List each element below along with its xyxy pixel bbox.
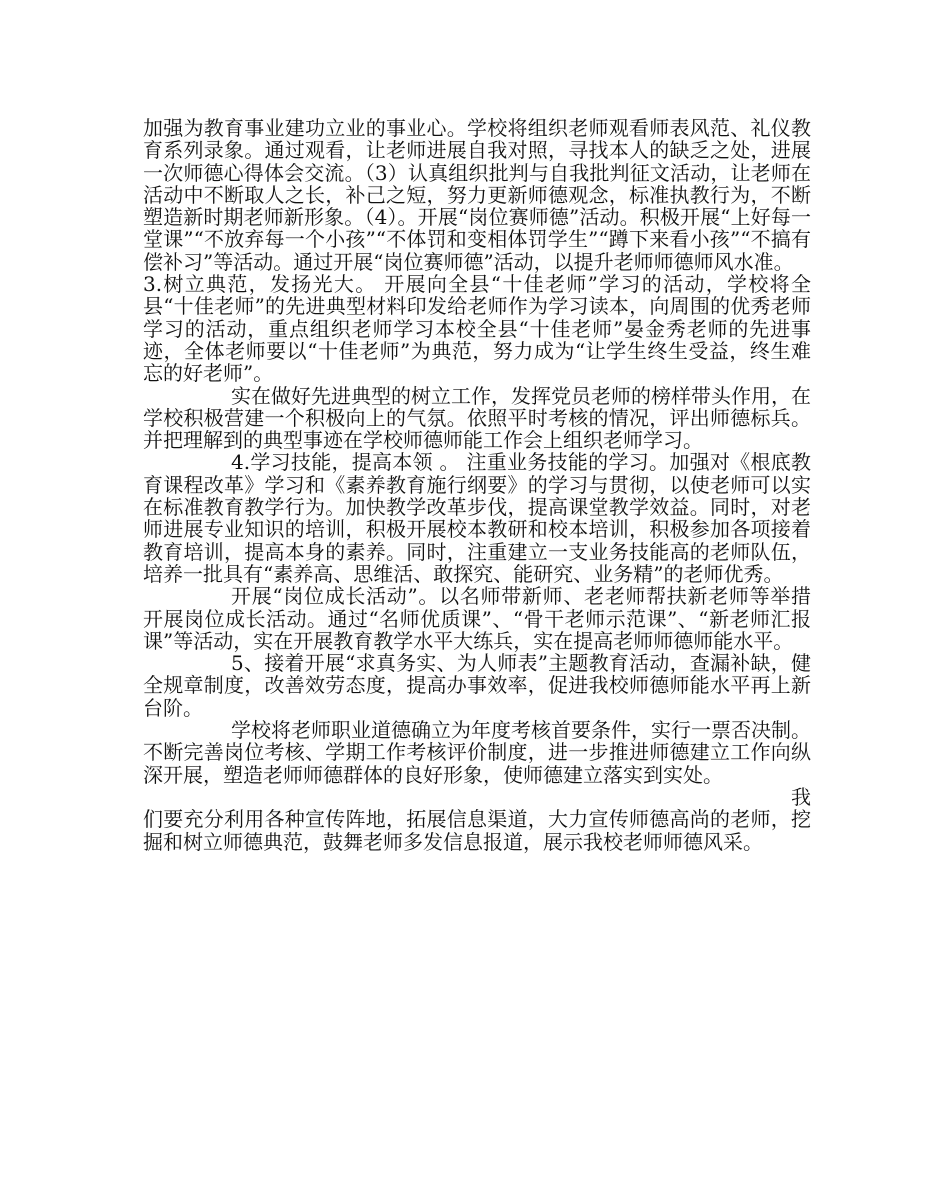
paragraph-7: 学校将老师职业道德确立为年度考核首要条件，实行一票否决制。不断完善岗位考核、学期工作考核评价制度，进一步推进师德建立工作向纵深开展，塑造老师师德群体的良好形象，使师德建立落实到实处。: [143, 718, 811, 787]
paragraph-1: 加强为教育事业建功立业的事业心。学校将组织老师观看师表风范、礼仪教育系列录象。通过观看，让老师进展自我对照，寻找本人的缺乏之处，进展一次师德心得体会交流。（3）认真组织批判与自我批判征文活动，让老师在活动中不断取人之长，补己之短，努力更新师德观念，标准执教行为，不断塑造新时期老师新形象。（4）。开展“岗位赛师德”活动。积极开展“上好每一堂课”“不放弃每一个小孩”“不体罚和变相体罚学生”“蹲下来看小孩”“不搞有偿补习”等活动。通过开展“岗位赛师德”活动，以提升老师师德师风水准。: [143, 116, 811, 274]
paragraph-6: 5、接着开展“求真务实、为人师表”主题教育活动，查漏补缺，健全规章制度，改善效劳态度，提高办事效率，促进我校师德师能水平再上新台阶。: [143, 651, 811, 720]
paragraph-8-continued: 们要充分利用各种宣传阵地，拓展信息渠道，大力宣传师德高尚的老师，挖掘和树立师德典范，鼓舞老师多发信息报道，展示我校老师师德风采。: [143, 807, 811, 854]
paragraph-4: 4.学习技能，提高本领 。 注重业务技能的学习。加强对《根底教育课程改革》学习和《素养教育施行纲要》的学习与贯彻，以使老师可以实在标准教育教学行为。加快教学改革步伐，提高课堂教学效益。同时，对老师进展专业知识的培训，积极开展校本教研和校本培训，积极参加各项接着教育培训，提高本身的素养。同时，注重建立一支业务技能高的老师队伍，培养一批具有“素养高、思维活、敢探究、能研究、业务精”的老师优秀。: [143, 450, 811, 586]
paragraph-8-start: 我: [791, 784, 811, 809]
paragraph-2: 3.树立典范，发扬光大。 开展向全县“十佳老师”学习的活动，学校将全县“十佳老师”的先进典型材料印发给老师作为学习读本，向周围的优秀老师学习的活动，重点组织老师学习本校全县“十佳老师”晏金秀老师的先进事迹，全体老师要以“十佳老师”为典范，努力成为“让学生终生受益，终生难忘的好老师”。: [143, 272, 811, 386]
document-body: [143, 117, 811, 853]
paragraph-3: 实在做好先进典型的树立工作，发挥党员老师的榜样带头作用，在学校积极营建一个积极向上的气氛。依照平时考核的情况，评出师德标兵。并把理解到的典型事迹在学校师德师能工作会上组织老师学习。: [143, 383, 811, 453]
paragraph-5: 开展“岗位成长活动”。以名师带新师、老老师帮扶新老师等举措开展岗位成长活动。通过“名师优质课”、“骨干老师示范课”、“新老师汇报课”等活动，实在开展教育教学水平大练兵，实在提高老师师德师能水平。: [143, 584, 811, 653]
